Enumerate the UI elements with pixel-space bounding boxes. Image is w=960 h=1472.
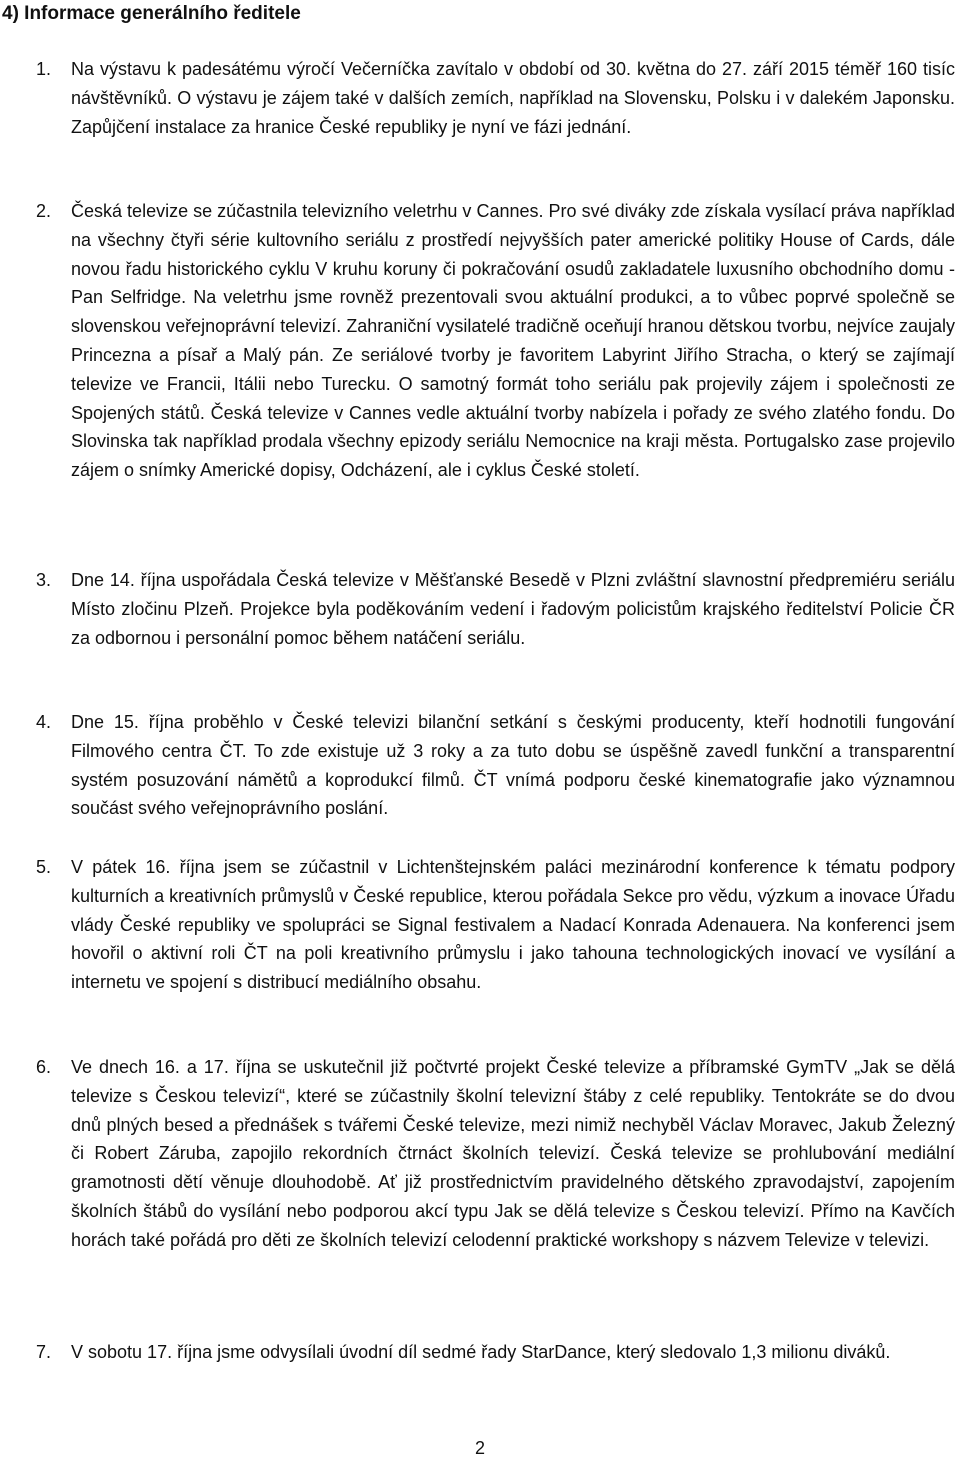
list-item-text: Dne 14. října uspořádala Česká televize v Měšťanské Besedě v Plzni zvláštní slavnostní předpremiéru seriálu Místo zločinu Plzeň. Projekce byla poděkováním vedení i řadovým policistům krajského ředitelství Policie ČR za odbornou i personální pomoc během natáčení seriálu. [71,570,955,648]
list-item-text: Ve dnech 16. a 17. října se uskutečnil již počtvrté projekt České televize a příbramské GymTV „Jak se dělá televize s Českou televizí“, které se zúčastnily školní televizní štáby z celé republiky. Tentokráte se do dvou dnů plných besed a přednášek s tvářemi České televize, mezi nimiž nechyběl Václav Moravec, Jakub Železný či Robert Záruba, zapojilo rekordních čtrnáct školních televizí. Česká televize se prohlubování mediální gramotnosti dětí věnuje dlouhodobě. Ať již prostřednictvím pravidelného dětského zpravodajství, zapojením školních štábů do vysílání nebo podporou akcí typu Jak se dělá televize s Českou televizí. Přímo na Kavčích horách také pořádá pro děti ze školních televizí celodenní praktické workshopy s názvem Televize v televizi. [71,1057,955,1250]
list-item-text: Dne 15. října proběhlo v České televizi bilanční setkání s českými producenty, kteří hodnotili fungování Filmového centra ČT. To zde existuje už 3 roky a za tuto dobu se úspěšně zavedl funkční a transparentní systém posuzování námětů a koprodukcí filmů. ČT vnímá podporu české kinematografie jako významnou součást svého veřejnoprávního poslání. [71,712,955,819]
list-item-number: 4. [36,712,52,732]
list-item-number: 7. [36,1342,52,1362]
page-number: 2 [474,1438,485,1458]
list-item-number: 2. [36,201,52,221]
list-item-text: V sobotu 17. října jsme odvysílali úvodní díl sedmé řady StarDance, který sledovalo 1,3 milionu diváků. [71,1342,891,1362]
list-item-number: 5. [36,857,52,877]
list-item-number: 3. [36,570,52,590]
list-item-text: Česká televize se zúčastnila televizního veletrhu v Cannes. Pro své diváky zde získala vysílací práva například na všechny čtyři série kultovního seriálu z prostředí nejvyšších pater americké politiky House of Cards, dále novou řadu historického cyklu V kruhu koruny či pokračování osudů zakladatele luxusního obchodního domu - Pan Selfridge. Na veletrhu jsme rovněž prezentovali svou aktuální produkci, a to vůbec poprvé společně se slovenskou veřejnoprávní televizí. Zahraniční vysilatelé tradičně oceňují hranou dětskou tvorbu, nejvíce zaujaly Princezna a písař a Malý pán. Ze seriálové tvorby je favoritem Labyrint Jiřího Stracha, o který se zajímají televize ve Francii, Itálii nebo Turecku. O samotný formát toho seriálu pak projevily zájem i společnosti ze Spojených států. Česká televize v Cannes vedle aktuální tvorby nabízela i pořady ze svého zlatého fondu. Do Slovinska tak například prodala všechny epizody seriálu Nemocnice na kraji města. Portugalsko zase projevilo zájem o snímky Americké dopisy, Odcházení, ale i cyklus České století. [71,201,955,481]
list-item-number: 6. [36,1057,52,1077]
list-item-text: V pátek 16. října jsem se zúčastnil v Lichtenštejnském paláci mezinárodní konference k tématu podpory kulturních a kreativních průmyslů v České republice, kterou pořádala Sekce pro vědu, výzkum a inovace Úřadu vlády České republiky ve spolupráci se Signal festivalem a Nadací Konrada Adenauera. Na konferenci jsem hovořil o aktivní roli ČT na poli kreativního průmyslu i jako tahouna technologických inovací ve vysílání a internetu ve spojení s distribucí mediálního obsahu. [71,857,955,993]
list-item-text: Na výstavu k padesátému výročí Večerníčka zavítalo v období od 30. května do 27. září 2015 téměř 160 tisíc návštěvníků. O výstavu je zájem také v dalších zemích, například na Slovensku, Polsku i v dalekém Japonsku. Zapůjčení instalace za hranice České republiky je nyní ve fázi jednání. [71,59,955,137]
section-heading: 4) Informace generálního ředitele [2,3,301,24]
list-item-number: 1. [36,59,52,79]
